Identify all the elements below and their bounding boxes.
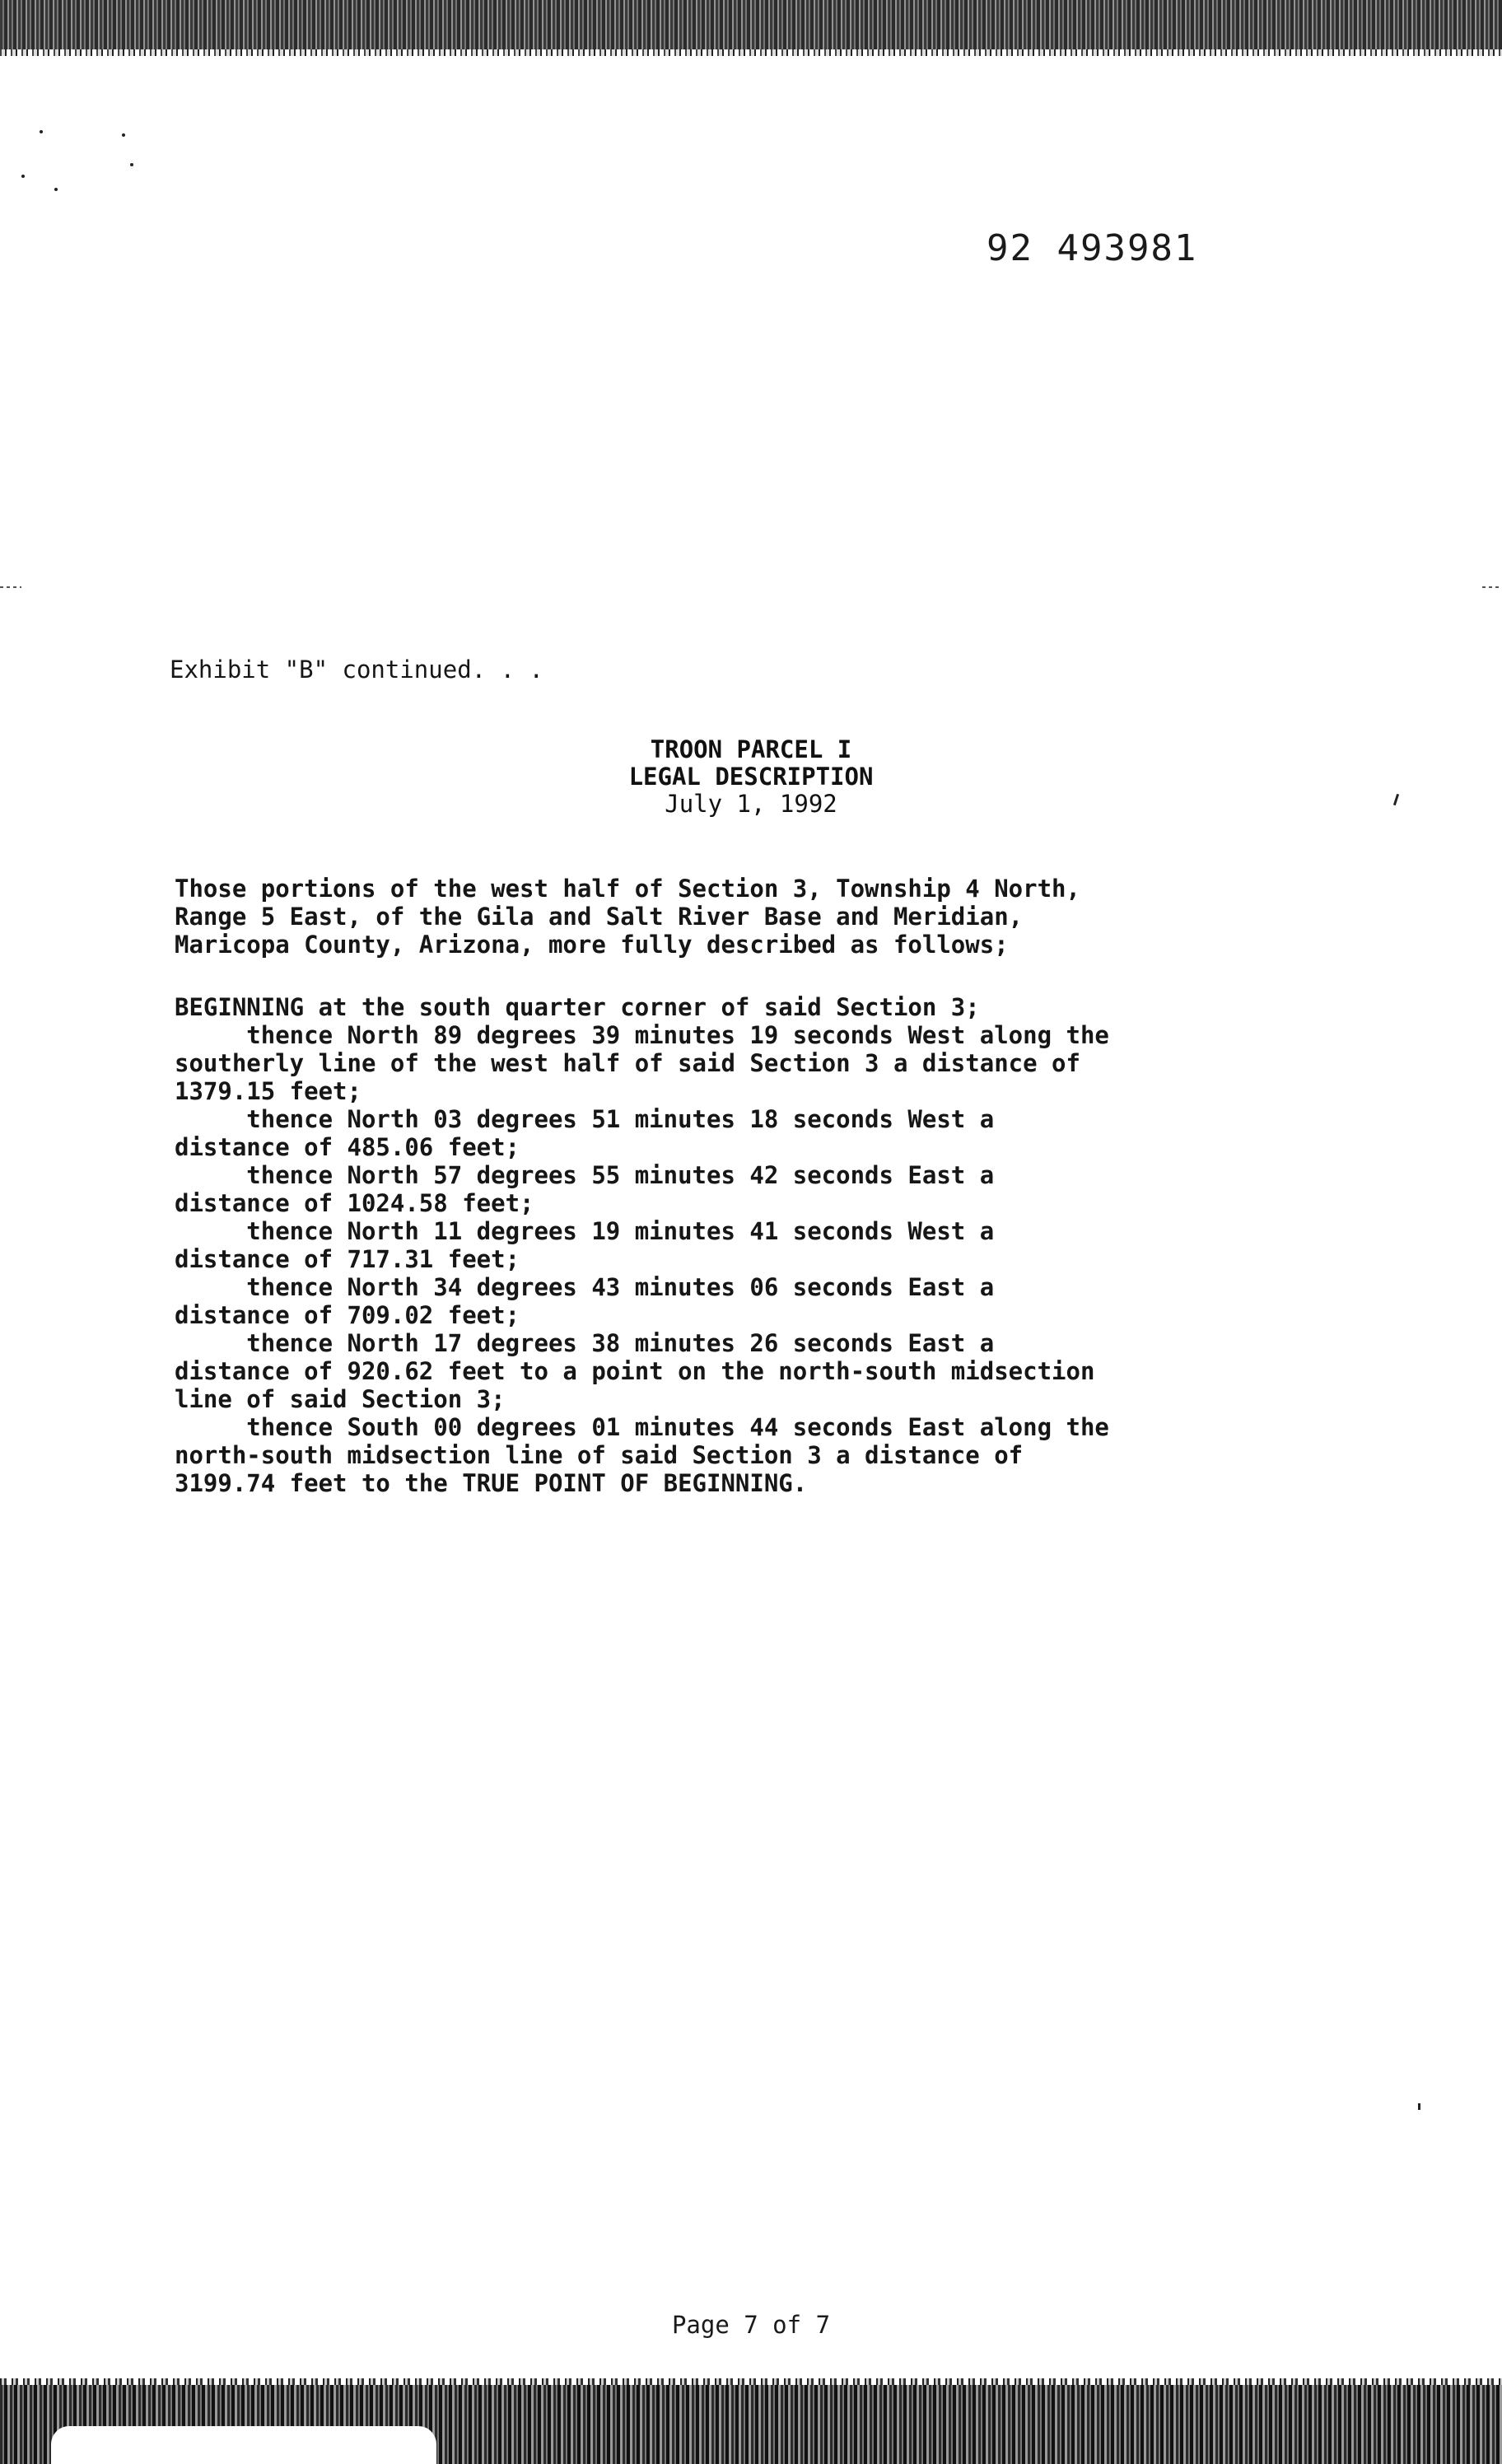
legal-line: north-south midsection line of said Section 3 a distance of [175, 1441, 1024, 1469]
intro-line: Maricopa County, Arizona, more fully described as follows; [175, 931, 1009, 959]
title-line-parcel: TROON PARCEL I [650, 735, 852, 763]
legal-line: southerly line of the west half of said Section 3 a distance of [175, 1049, 1080, 1077]
legal-line: 3199.74 feet to the TRUE POINT OF BEGINNING. [175, 1469, 808, 1497]
scan-speck [40, 130, 43, 133]
legal-line: BEGINNING at the south quarter corner of said Section 3; [175, 993, 980, 1021]
document-date: July 1, 1992 [665, 790, 837, 818]
legal-description-body [175, 993, 1109, 1497]
legal-line: thence South 00 degrees 01 minutes 44 seconds East along the [175, 1413, 1109, 1441]
legal-line: distance of 717.31 feet; [175, 1245, 520, 1273]
legal-line: distance of 709.02 feet; [175, 1301, 520, 1329]
intro-line: Those portions of the west half of Section 3, Township 4 North, [175, 875, 1080, 903]
legal-line: line of said Section 3; [175, 1385, 506, 1413]
title-block [0, 736, 1502, 818]
page-footer: Page 7 of 7 [671, 2311, 831, 2339]
recording-number: 92 493981 [987, 227, 1198, 269]
title-line-description: LEGAL DESCRIPTION [628, 763, 874, 791]
intro-paragraph [175, 875, 1080, 959]
legal-line: distance of 1024.58 feet; [175, 1189, 534, 1217]
legal-line: thence North 34 degrees 43 minutes 06 seconds East a [175, 1273, 995, 1301]
fold-mark-left [0, 586, 21, 588]
legal-line: 1379.15 feet; [175, 1077, 362, 1105]
legal-line: thence North 57 degrees 55 minutes 42 seconds East a [175, 1161, 995, 1189]
scan-white-tab [51, 2426, 436, 2464]
stray-mark [1418, 2103, 1420, 2110]
scan-speck [54, 188, 58, 191]
legal-line: distance of 920.62 feet to a point on the north-south midsection [175, 1357, 1095, 1385]
legal-line: thence North 11 degrees 19 minutes 41 seconds West a [175, 1217, 995, 1245]
scan-speck [21, 175, 25, 178]
scan-speck [122, 133, 125, 137]
legal-line: thence North 17 degrees 38 minutes 26 seconds East a [175, 1329, 995, 1357]
legal-line: distance of 485.06 feet; [175, 1133, 520, 1161]
scan-speck [130, 163, 133, 166]
scan-border-top-edge [0, 49, 1502, 56]
scan-border-top [0, 0, 1502, 54]
exhibit-continuation: Exhibit "B" continued. . . [170, 656, 543, 684]
legal-line: thence North 89 degrees 39 minutes 19 seconds West along the [175, 1021, 1109, 1049]
fold-mark-right [1482, 586, 1502, 588]
intro-line: Range 5 East, of the Gila and Salt River Base and Meridian, [175, 903, 1024, 931]
legal-line: thence North 03 degrees 51 minutes 18 seconds West a [175, 1105, 995, 1133]
